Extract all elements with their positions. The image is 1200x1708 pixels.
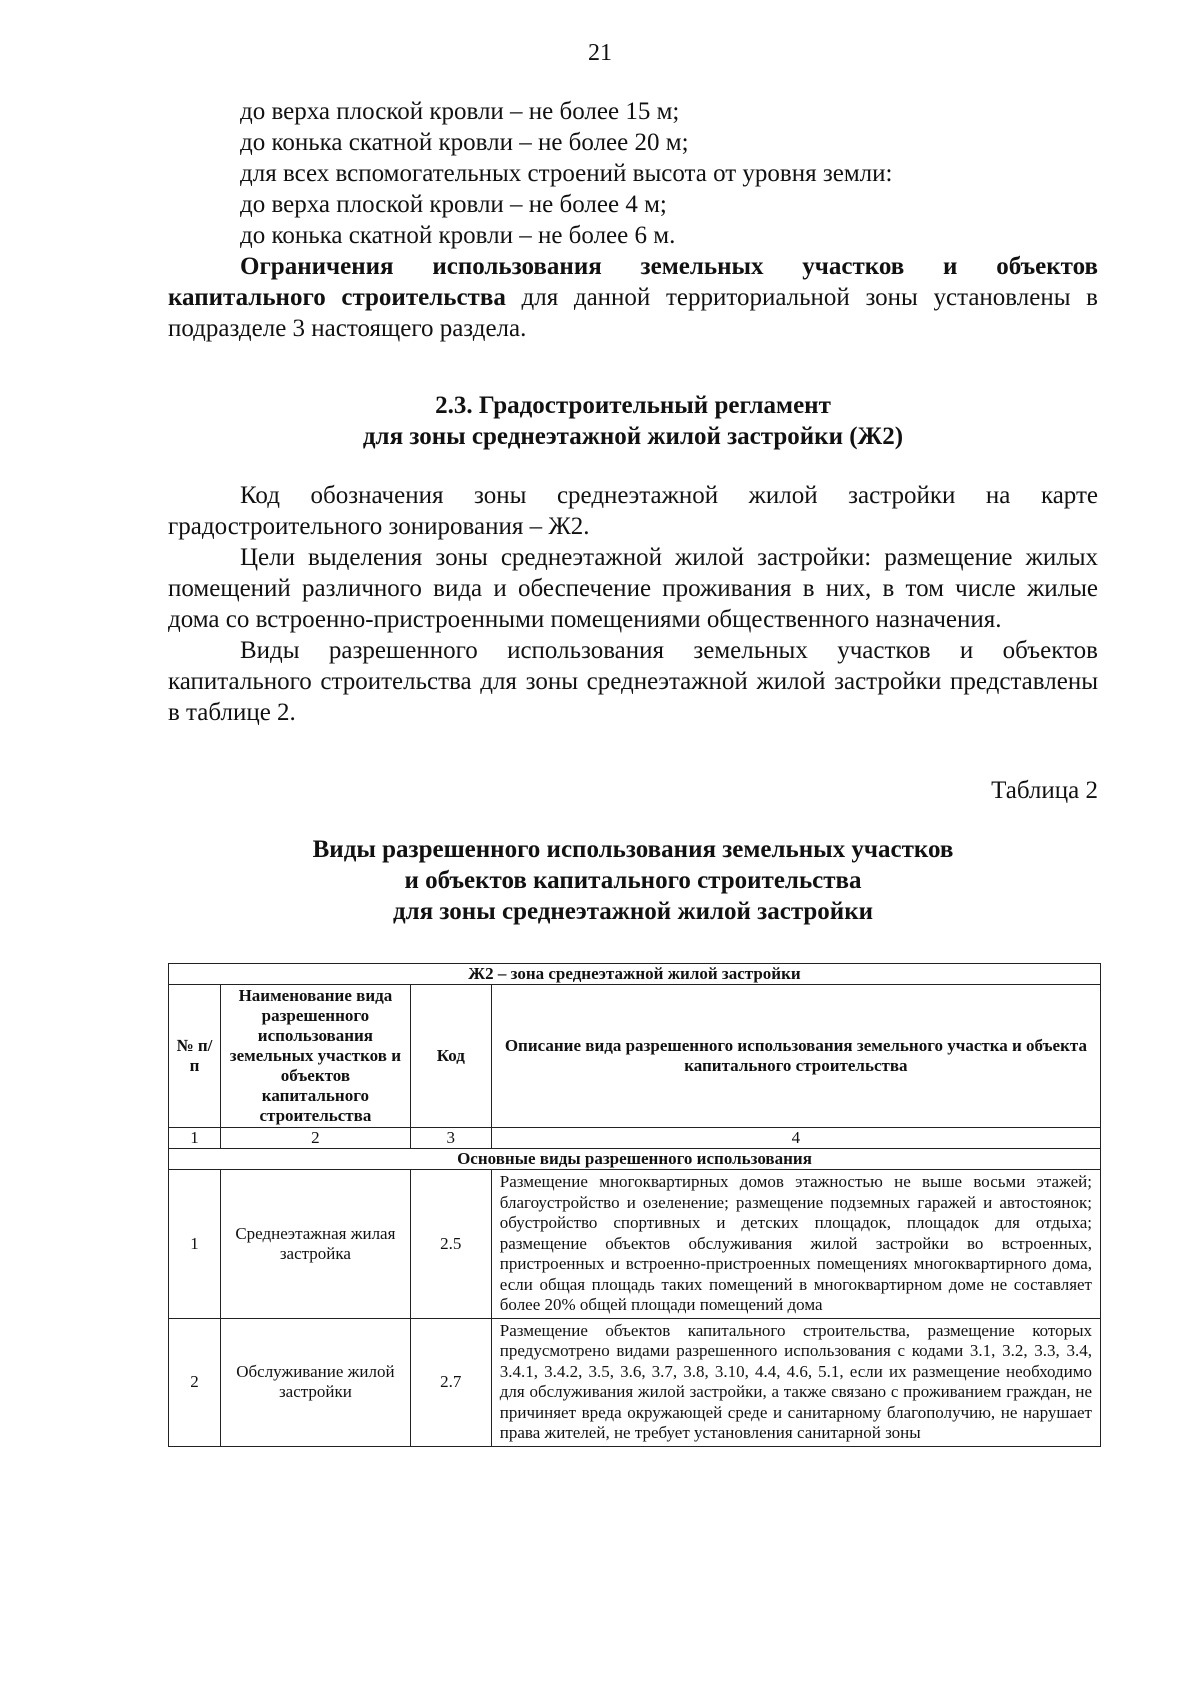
group-header: Основные виды разрешенного использования xyxy=(169,1149,1101,1170)
column-header-row xyxy=(169,985,1101,1128)
row-name: Среднеэтажная жилая застройка xyxy=(220,1170,410,1319)
regulation-table xyxy=(168,963,1101,1447)
section-title-line2: для зоны среднеэтажной жилой застройки (Ж2) xyxy=(362,423,904,450)
table-row xyxy=(169,1170,1101,1319)
column-number-row xyxy=(169,1128,1101,1149)
intro-line: для всех вспомогательных строений высота от уровня земли: xyxy=(240,160,893,187)
intro-block xyxy=(168,96,1098,344)
page-number: 21 xyxy=(588,40,612,66)
table-label: Таблица 2 xyxy=(991,777,1098,804)
intro-line: до конька скатной кровли – не более 6 м. xyxy=(240,222,676,249)
restrictions-rest: для данной территориальной зоны установлены в подразделе 3 настоящего раздела. xyxy=(168,284,1098,342)
group-header-row xyxy=(169,1149,1101,1170)
row-num: 2 xyxy=(169,1318,221,1446)
column-header-code: Код xyxy=(410,985,491,1128)
row-code: 2.5 xyxy=(410,1170,491,1319)
intro-line: до конька скатной кровли – не более 20 м; xyxy=(240,129,689,156)
zone-header-row xyxy=(169,964,1101,985)
section-title-line1: 2.3. Градостроительный регламент xyxy=(435,392,831,419)
section-body xyxy=(168,480,1098,728)
table-title xyxy=(168,834,1098,927)
row-name: Обслуживание жилой застройки xyxy=(220,1318,410,1446)
column-number: 2 xyxy=(220,1128,410,1149)
intro-line: до верха плоской кровли – не более 4 м; xyxy=(240,191,667,218)
restrictions-paragraph xyxy=(168,251,1098,344)
table-title-line3: для зоны среднеэтажной жилой застройки xyxy=(392,898,874,925)
table-row xyxy=(169,1318,1101,1446)
zone-header: Ж2 – зона среднеэтажной жилой застройки xyxy=(169,964,1101,985)
column-number: 3 xyxy=(410,1128,491,1149)
row-code: 2.7 xyxy=(410,1318,491,1446)
restrictions-bold: Ограничения использования земельных участков и объектов капитального строительства xyxy=(168,253,1098,311)
column-header-name: Наименование вида разрешенного использования земельных участков и объектов капитального строительства xyxy=(220,985,410,1128)
table-title-line1: Виды разрешенного использования земельных участков xyxy=(312,836,954,863)
table-title-line2: и объектов капитального строительства xyxy=(404,867,862,894)
paragraph-zone-goals: Цели выделения зоны среднеэтажной жилой застройки: размещение жилых помещений различного вида и обеспечение проживания в них, в том числе жилые дома со встроенно-пристроенными помещениями общественного назначения. xyxy=(168,544,1098,633)
column-number: 4 xyxy=(491,1128,1100,1149)
intro-line: до верха плоской кровли – не более 15 м; xyxy=(240,98,680,125)
row-description: Размещение объектов капитального строительства, размещение которых предусмотрено видами разрешенного использования с кодами 3.1, 3.2, 3.3, 3.4, 3.4.1, 3.4.2, 3.5, 3.6, 3.7, 3.8, 3.10, 4.4, 4.6, 5.1, если их размещение необходимо для обслуживания жилой застройки, а также связано с проживанием граждан, не причиняет вреда окружающей среде и санитарному благополучию, не нарушает права жителей, не требует установления санитарной зоны xyxy=(491,1318,1100,1446)
paragraph-zone-code: Код обозначения зоны среднеэтажной жилой застройки на карте градостроительного зонирования – Ж2. xyxy=(168,482,1098,540)
section-heading xyxy=(168,390,1098,452)
row-description: Размещение многоквартирных домов этажностью не выше восьми этажей; благоустройство и озеленение; размещение подземных гаражей и автостоянок; обустройство спортивных и детских площадок, площадок для отдыха; размещение объектов обслуживания жилой застройки во встроенных, пристроенных и встроенно-пристроенных помещениях многоквартирного дома, если общая площадь таких помещений в многоквартирном доме не составляет более 20% общей площади помещений дома xyxy=(491,1170,1100,1319)
column-header-num: № п/п xyxy=(169,985,221,1128)
column-header-description: Описание вида разрешенного использования земельного участка и объекта капитального строительства xyxy=(491,985,1100,1128)
paragraph-permitted-uses: Виды разрешенного использования земельных участков и объектов капитального строительства для зоны среднеэтажной жилой застройки представлены в таблице 2. xyxy=(168,637,1098,726)
row-num: 1 xyxy=(169,1170,221,1319)
column-number: 1 xyxy=(169,1128,221,1149)
